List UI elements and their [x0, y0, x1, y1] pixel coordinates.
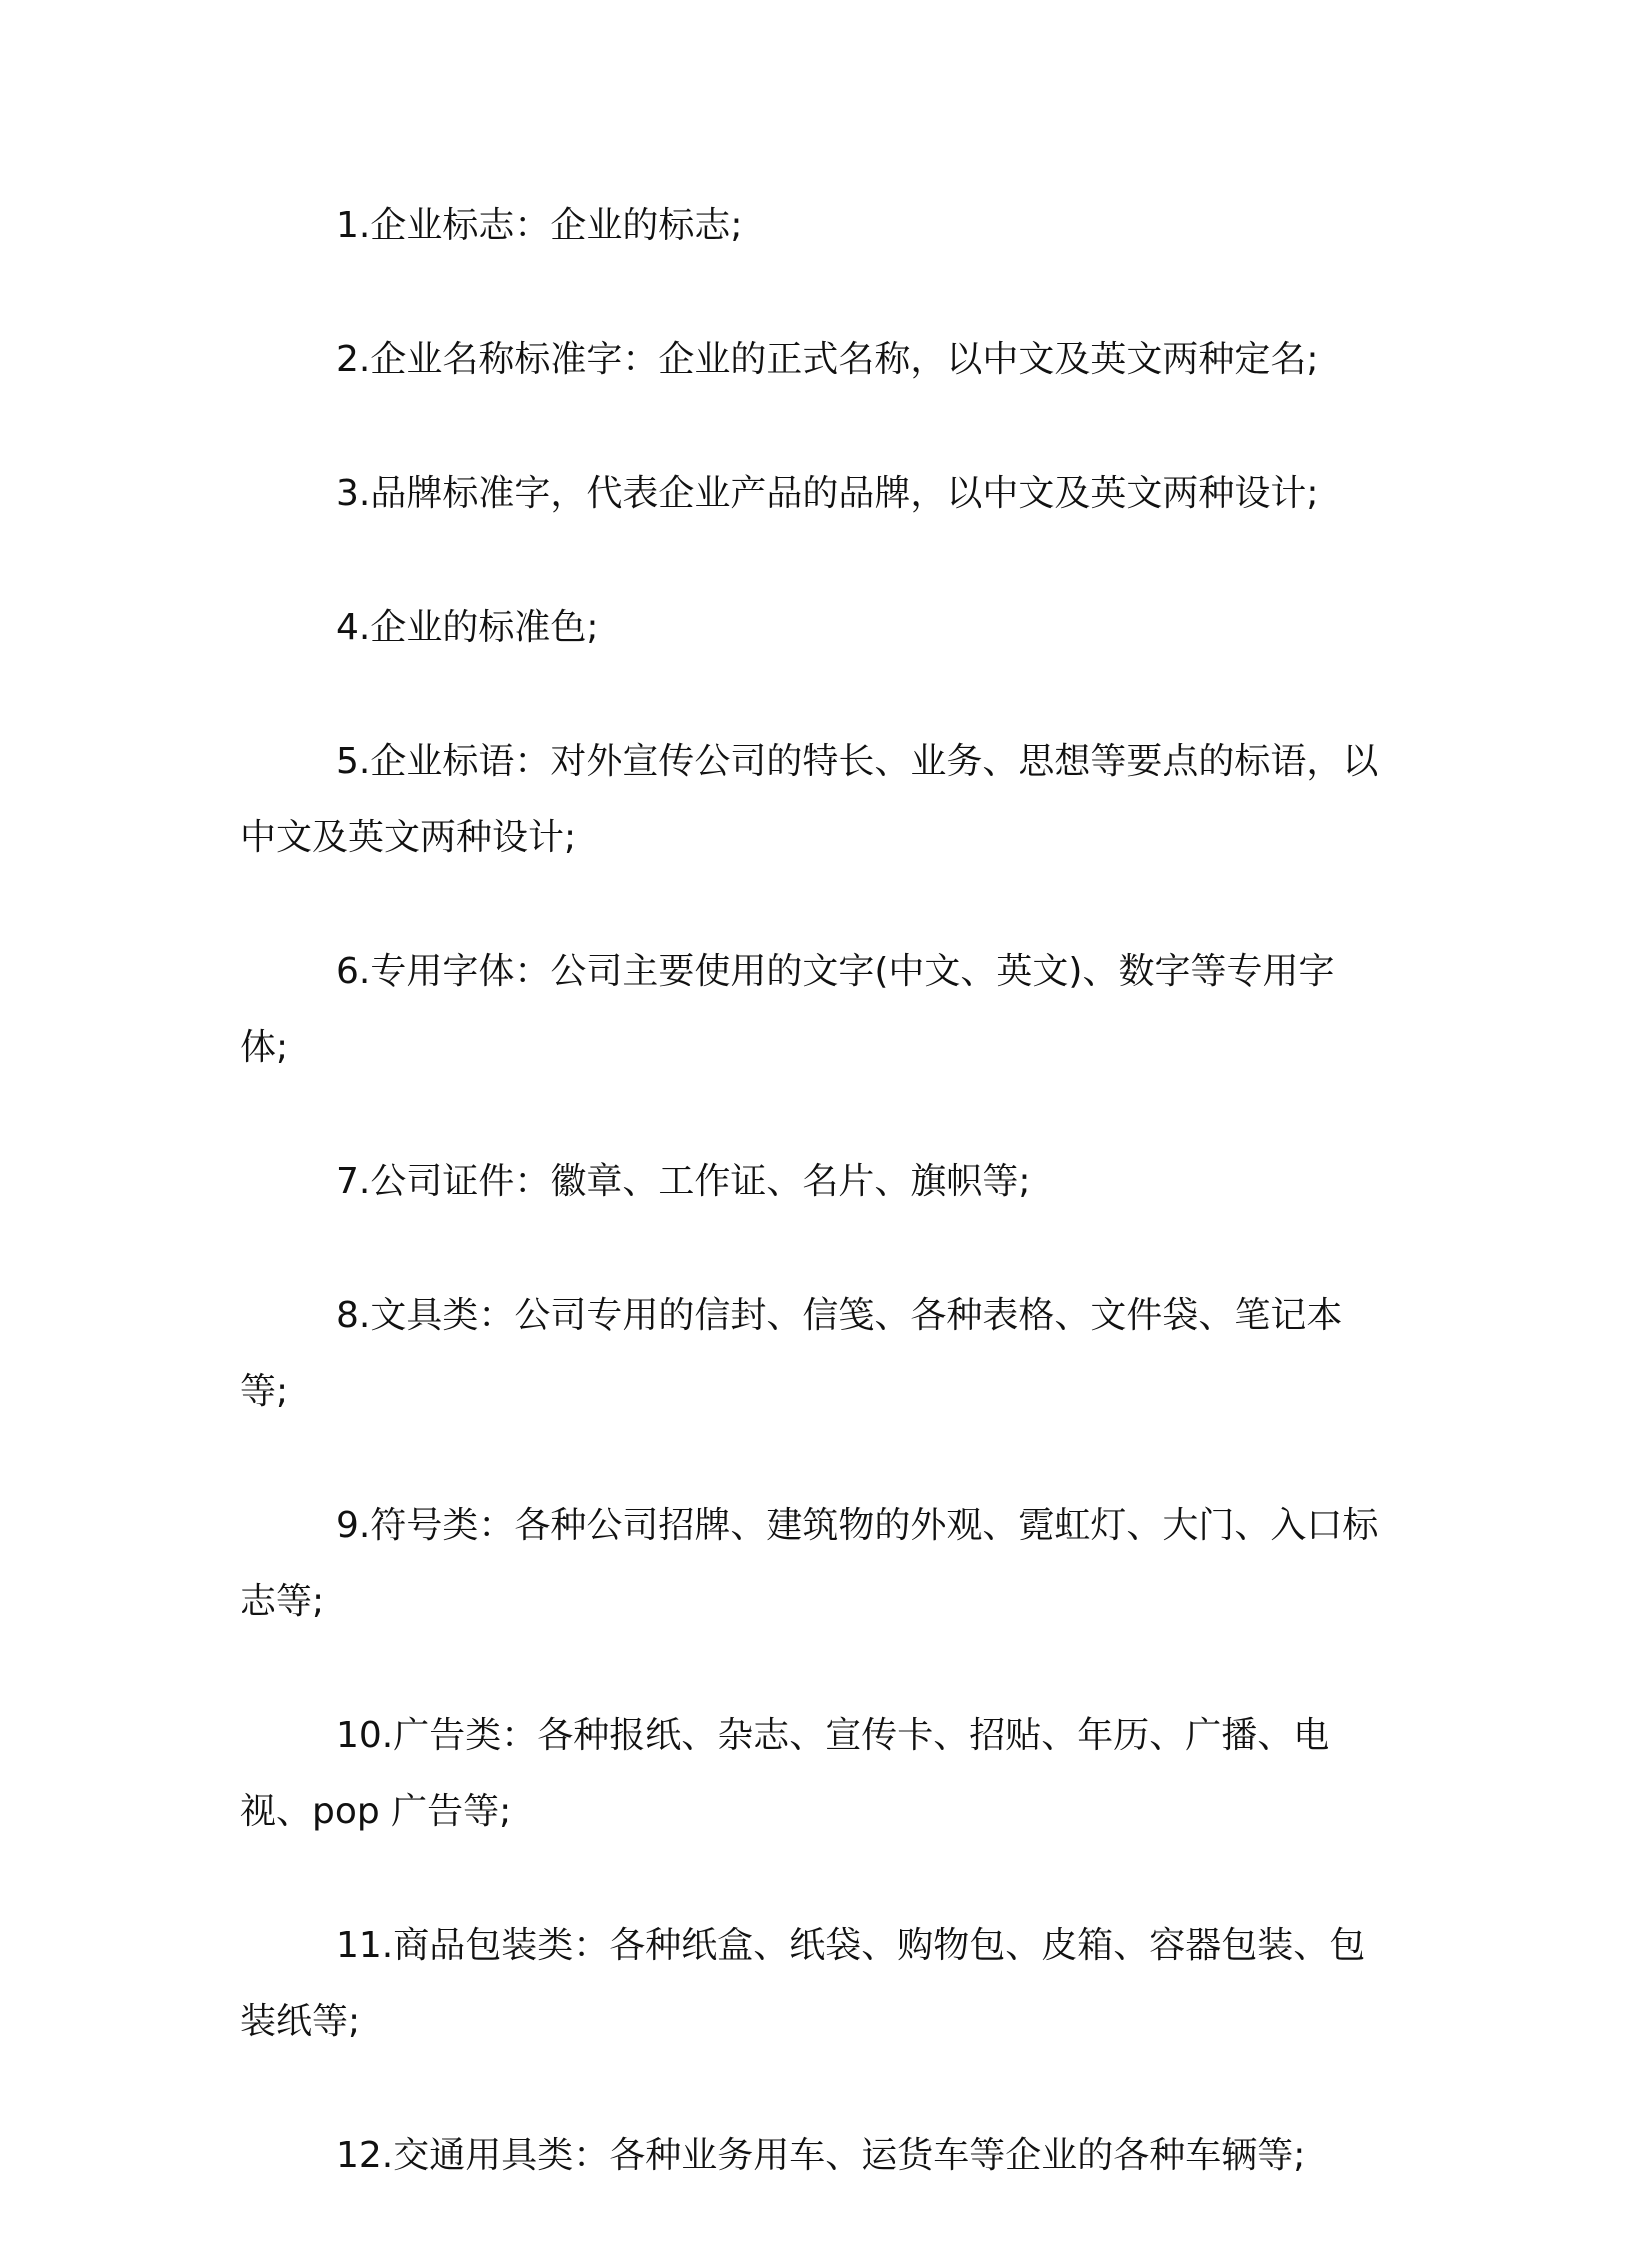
list-item: 1.企业标志：企业的标志; [336, 205, 743, 246]
list-item: 6.专用字体：公司主要使用的文字(中文、英文)、数字等专用字体; [240, 951, 1335, 1068]
list-item: 12.交通用具类：各种业务用车、运货车等企业的各种车辆等; [336, 2135, 1306, 2176]
list-item: 2.企业名称标准字：企业的正式名称，以中文及英文两种定名; [336, 339, 1319, 380]
list-item: 3.品牌标准字，代表企业产品的品牌，以中文及英文两种设计; [336, 473, 1319, 514]
list-item: 10.广告类：各种报纸、杂志、宣传卡、招贴、年历、广播、电视、pop 广告等; [240, 1715, 1330, 1832]
list-item: 7.公司证件：徽章、工作证、名片、旗帜等; [336, 1161, 1031, 1202]
list-item: 9.符号类：各种公司招牌、建筑物的外观、霓虹灯、大门、入口标志等; [240, 1505, 1379, 1622]
document-body [240, 188, 1380, 2252]
list-item: 4.企业的标准色; [336, 607, 599, 648]
list-item: 5.企业标语：对外宣传公司的特长、业务、思想等要点的标语，以中文及英文两种设计; [240, 741, 1379, 858]
list-item: 11.商品包装类：各种纸盒、纸袋、购物包、皮箱、容器包装、包装纸等; [240, 1925, 1366, 2042]
list-item: 8.文具类：公司专用的信封、信笺、各种表格、文件袋、笔记本等; [240, 1295, 1343, 1412]
